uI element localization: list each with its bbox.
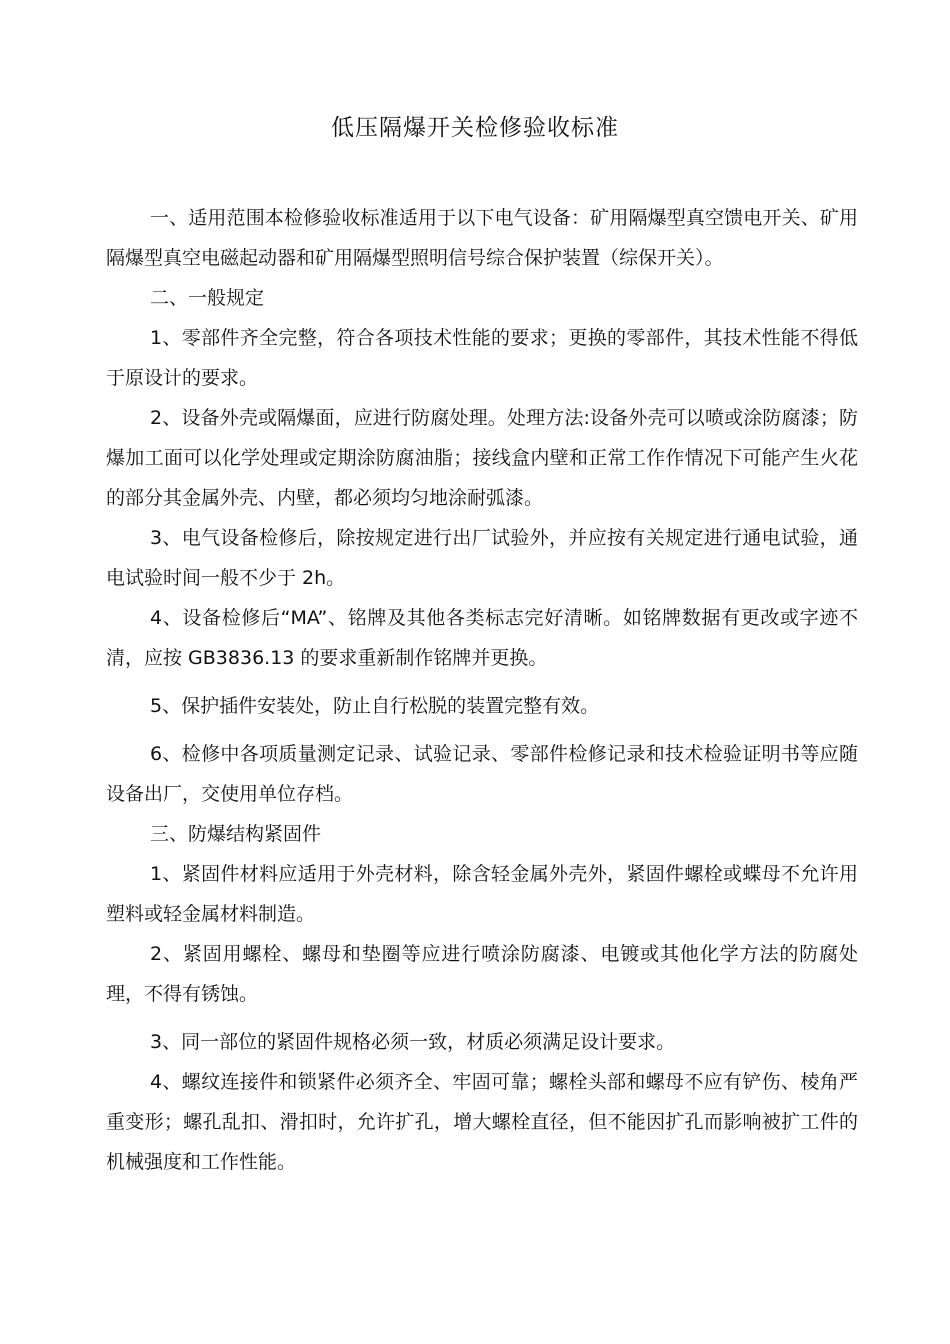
paragraph-general-2: 2、设备外壳或隔爆面，应进行防腐处理。处理方法:设备外壳可以喷或涂防腐漆；防爆加工面可以化学处理或定期涂防腐油脂；接线盒内壁和正常工作作情况下可能产生火花的部分其金属外壳、内壁，都必须均匀地涂耐弧漆。 (106, 407, 858, 509)
paragraph-general-1: 1、零部件齐全完整，符合各项技术性能的要求；更换的零部件，其技术性能不得低于原设计的要求。 (106, 327, 858, 389)
document-body (106, 198, 858, 1182)
paragraph-fasteners-4: 4、螺纹连接件和锁紧件必须齐全、牢固可靠；螺栓头部和螺母不应有铲伤、棱角严重变形；螺孔乱扣、滑扣时，允许扩孔，增大螺栓直径，但不能因扩孔而影响被扩工件的机械强度和工作性能。 (106, 1071, 858, 1173)
paragraph-fasteners-1: 1、紧固件材料应适用于外壳材料，除含轻金属外壳外，紧固件螺栓或蝶母不允许用塑料或轻金属材料制造。 (106, 863, 858, 925)
paragraph-fasteners-2: 2、紧固用螺栓、螺母和垫圈等应进行喷涂防腐漆、电镀或其他化学方法的防腐处理，不得有锈蚀。 (106, 943, 858, 1005)
paragraph-general-6: 6、检修中各项质量测定记录、试验记录、零部件检修记录和技术检验证明书等应随设备出厂，交使用单位存档。 (106, 743, 858, 805)
paragraph-general-3: 3、电气设备检修后，除按规定进行出厂试验外，并应按有关规定进行通电试验，通电试验时间一般不少于 2h。 (106, 527, 858, 589)
section-heading-general: 二、一般规定 (150, 287, 265, 309)
document-title: 低压隔爆开关检修验收标准 (331, 115, 619, 141)
paragraph-general-5: 5、保护插件安装处，防止自行松脱的装置完整有效。 (150, 695, 600, 717)
section-heading-fasteners: 三、防爆结构紧固件 (150, 823, 322, 845)
paragraph-scope: 一、适用范围本检修验收标准适用于以下电气设备：矿用隔爆型真空馈电开关、矿用隔爆型真空电磁起动器和矿用隔爆型照明信号综合保护装置（综保开关）。 (106, 207, 858, 269)
paragraph-fasteners-3: 3、同一部位的紧固件规格必须一致，材质必须满足设计要求。 (150, 1031, 676, 1053)
paragraph-general-4: 4、设备检修后“MA”、铭牌及其他各类标志完好清晰。如铭牌数据有更改或字迹不清，应按 GB3836.13 的要求重新制作铭牌并更换。 (106, 607, 858, 669)
